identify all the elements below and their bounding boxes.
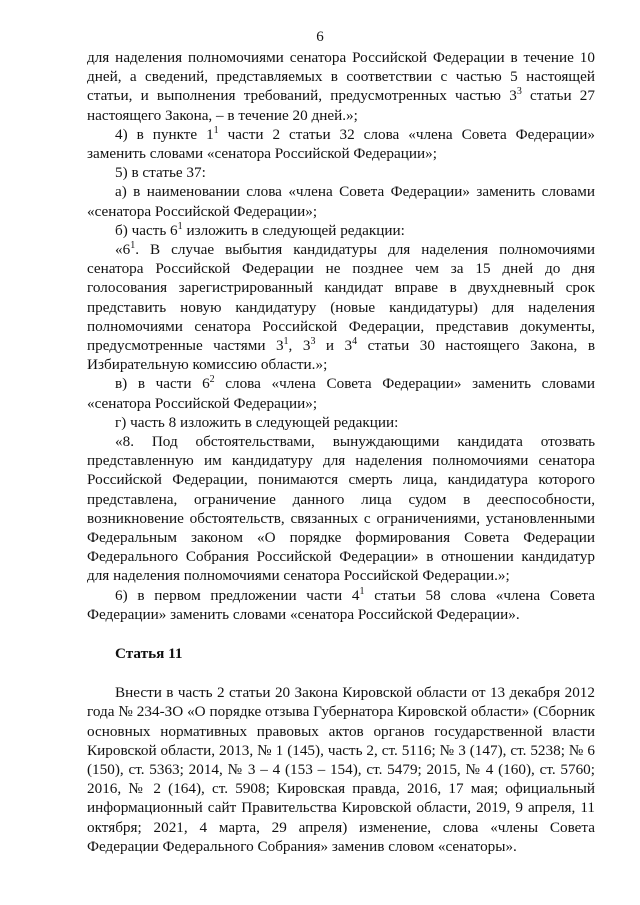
text-run: части 2 статьи 32 слова «члена Совета Федерации» заменить словами «сенатора Российской Федерации»; <box>87 125 595 163</box>
paragraph-item-g: г) часть 8 изложить в следующей редакции: <box>115 413 399 431</box>
text-run: изложить в следующей редакции: <box>182 221 405 239</box>
text-run: статьи 30 настоящего Закона, в Избирательную комиссию области.»; <box>87 337 595 374</box>
text-run: и 3 <box>315 337 353 355</box>
superscript: 2 <box>209 374 215 386</box>
paragraph-item-6 <box>87 586 595 624</box>
text-run: в) в части 6 <box>115 375 210 393</box>
article-heading: Статья 11 <box>115 645 183 663</box>
text-run: статьи 58 слова «члена Совета Федерации» заменить словами «сенатора Российской Федерации». <box>87 586 595 623</box>
superscript: 1 <box>213 124 219 136</box>
text-run: 6) в первом предложении части 4 <box>115 586 360 604</box>
text-run: для наделения полномочиями сенатора Российской Федерации в течение 10 дней, а сведений, представляемых в соответствии с частью 5 настоящей статьи, и выполнения требований, предусмотренных частью 3 <box>87 49 595 105</box>
paragraph-item-4 <box>87 125 595 163</box>
paragraph-article-11: Внести в часть 2 статьи 20 Закона Кировской области от 13 декабря 2012 года № 234-ЗО «О порядке отзыва Губернатора Кировской области» (Сборник основных нормативных правовых актов органов государственной власти Кировской области, 2013, № 1 (145), часть 2, ст. 5116; № 3 (147), ст. 5238; № 6 (150), ст. 5363; 2014, № 3 – 4 (153 – 154), ст. 5479; 2015, № 4 (160), ст. 5760; 2016, № 2 (164), ст. 5908; Кировская правда, 2016, 17 мая; официальный информационный сайт Правительства Кировской области, 2019, 9 апреля, 11 октября; 2021, 4 марта, 29 апреля) изменение, слова «члены Совета Федерации Федерального Собрания» заменив словом «сенаторы». <box>87 684 595 855</box>
document-body <box>87 48 595 856</box>
text-run: 4) в пункте 1 <box>115 125 214 143</box>
paragraph-item-a: а) в наименовании слова «члена Совета Федерации» заменить словами «сенатора Российской Федерации»; <box>87 183 595 220</box>
paragraph-item-v <box>87 374 595 412</box>
superscript: 1 <box>359 585 365 597</box>
spacer <box>87 663 595 683</box>
text-run: б) часть 6 <box>115 221 178 239</box>
superscript: 1 <box>130 239 136 251</box>
superscript: 3 <box>310 335 316 347</box>
paragraph-item-5: 5) в статье 37: <box>115 164 206 182</box>
superscript: 1 <box>177 220 183 232</box>
text-run: статьи 27 настоящего Закона, – в течение 20 дней.»; <box>87 87 595 124</box>
superscript: 3 <box>516 86 522 98</box>
spacer <box>87 624 595 644</box>
text-run: , 3 <box>288 337 311 355</box>
page-number: 6 <box>316 29 324 45</box>
text-run: «6 <box>115 241 131 259</box>
superscript: 4 <box>352 335 358 347</box>
paragraph-item-b <box>87 221 595 240</box>
paragraph-continuation <box>87 48 595 125</box>
superscript: 1 <box>283 335 289 347</box>
text-run: . В случае выбытия кандидатуры для наделения полномочиями сенатора Российской Федерации не позднее чем за 15 дней до дня голосования зарегистрированный кандидат вправе в двухдневный срок представить новую кандидатуру (новые кандидатуры) для наделения полномочиями сенатора Российской Федерации, представив документы, предусмотренные частями 3 <box>87 241 595 355</box>
paragraph-quote-6-1 <box>87 240 595 374</box>
text-run: слова «члена Совета Федерации» заменить словами «сенатора Российской Федерации»; <box>87 375 595 412</box>
paragraph-quote-8: «8. Под обстоятельствами, вынуждающими кандидата отозвать представленную им кандидатуру для наделения полномочиями сенатора Российской Федерации, понимаются смерть лица, кандидатура которого представлена, ограничение данного лица судом в дееспособности, возникновение обстоятельств, связанных с ограничениями, установленными Федеральным законом «О порядке формирования Совета Федерации Федерального Собрания Российской Федерации» в отношении кандидатур для наделения полномочиями сенатора Российской Федерации.»; <box>87 433 595 585</box>
